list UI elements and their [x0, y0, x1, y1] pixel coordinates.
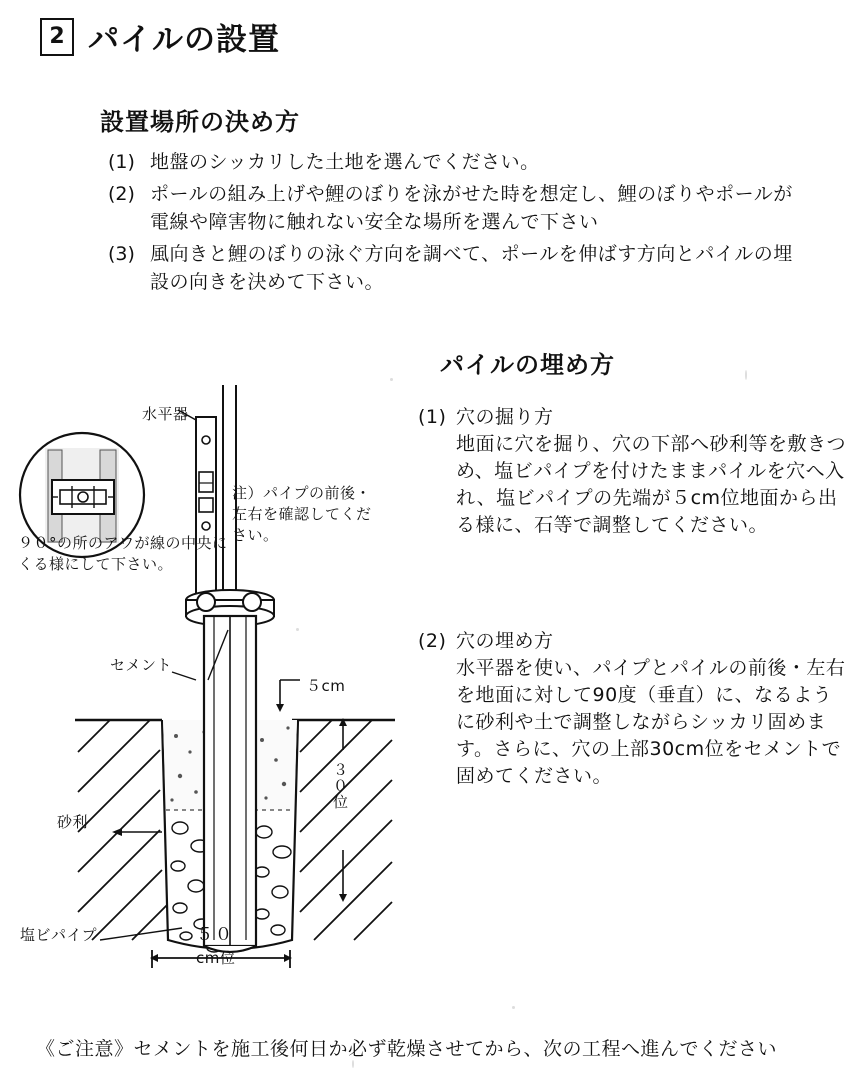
level-gauge-icon — [196, 417, 216, 607]
pile-installation-diagram — [0, 380, 420, 980]
five-cm-indicator — [276, 680, 300, 712]
label-bubble-instruction: ９０°の所のアワが線の中央にくる様にして下さい。 — [18, 534, 228, 573]
label-five-cm: ５cm — [306, 677, 346, 695]
list-item — [108, 240, 798, 296]
pile-body — [204, 616, 256, 952]
step-header — [418, 404, 848, 431]
list-item — [108, 180, 798, 236]
list-item-text: 風向きと鯉のぼりの泳ぐ方向を調べて、ポールを伸ばす方向とパイルの埋設の向きを決めて下さい。 — [150, 243, 793, 293]
label-gravel: 砂利 — [57, 813, 89, 831]
list-item-text: ポールの組み上げや鯉のぼりを泳がせた時を想定し、鯉のぼりやポールが電線や障害物に触れない安全な場所を選んで下さい — [150, 183, 793, 233]
label-width-50cm: ５０ — [196, 925, 234, 945]
section-number: 2 — [40, 18, 74, 56]
step-title: 穴の掘り方 — [456, 406, 554, 428]
step-number: (2) — [418, 630, 447, 652]
section-header — [40, 14, 280, 59]
label-width-unit: cm位 — [196, 949, 236, 967]
step-header — [418, 628, 848, 655]
label-depth-30cm: ３０位 — [331, 762, 349, 810]
label-cement: セメント — [110, 656, 173, 674]
label-pvc-pipe: 塩ビパイプ — [20, 926, 98, 944]
list-item-number: (2) — [108, 183, 135, 205]
burying-step-2 — [418, 628, 848, 790]
list-item-number: (1) — [108, 151, 135, 173]
step-text: 水平器を使い、パイプとパイルの前後・左右を地面に対して90度（垂直）に、なるように砂利や土で調整しながらシッカリ固めます。さらに、穴の上部30cm位をセメントで固めてください。 — [456, 657, 846, 787]
page-title: パイルの設置 — [88, 22, 280, 58]
caution-note: 《ご注意》セメントを施工後何日か必ず乾燥させてから、次の工程へ進んでください — [36, 1038, 778, 1060]
list-item-number: (3) — [108, 243, 135, 265]
step-number: (1) — [418, 406, 447, 428]
label-level-gauge: 水平器 — [142, 405, 189, 423]
location-list — [108, 148, 798, 300]
list-item — [108, 148, 798, 176]
step-text: 地面に穴を掘り、穴の下部へ砂利等を敷きつめ、塩ビパイプを付けたままパイルを穴へ入れ、塩ビパイプの先端が５cm位地面から出る様に、石等で調整してください。 — [456, 433, 847, 536]
label-note: 注）パイプの前後・左右を確認してください。 — [232, 484, 372, 544]
burying-step-1 — [418, 404, 848, 539]
subheading-location: 設置場所の決め方 — [100, 108, 300, 136]
subheading-burying: パイルの埋め方 — [440, 351, 615, 379]
step-title: 穴の埋め方 — [456, 630, 554, 652]
list-item-text: 地盤のシッカリした土地を選んでください。 — [150, 151, 540, 173]
